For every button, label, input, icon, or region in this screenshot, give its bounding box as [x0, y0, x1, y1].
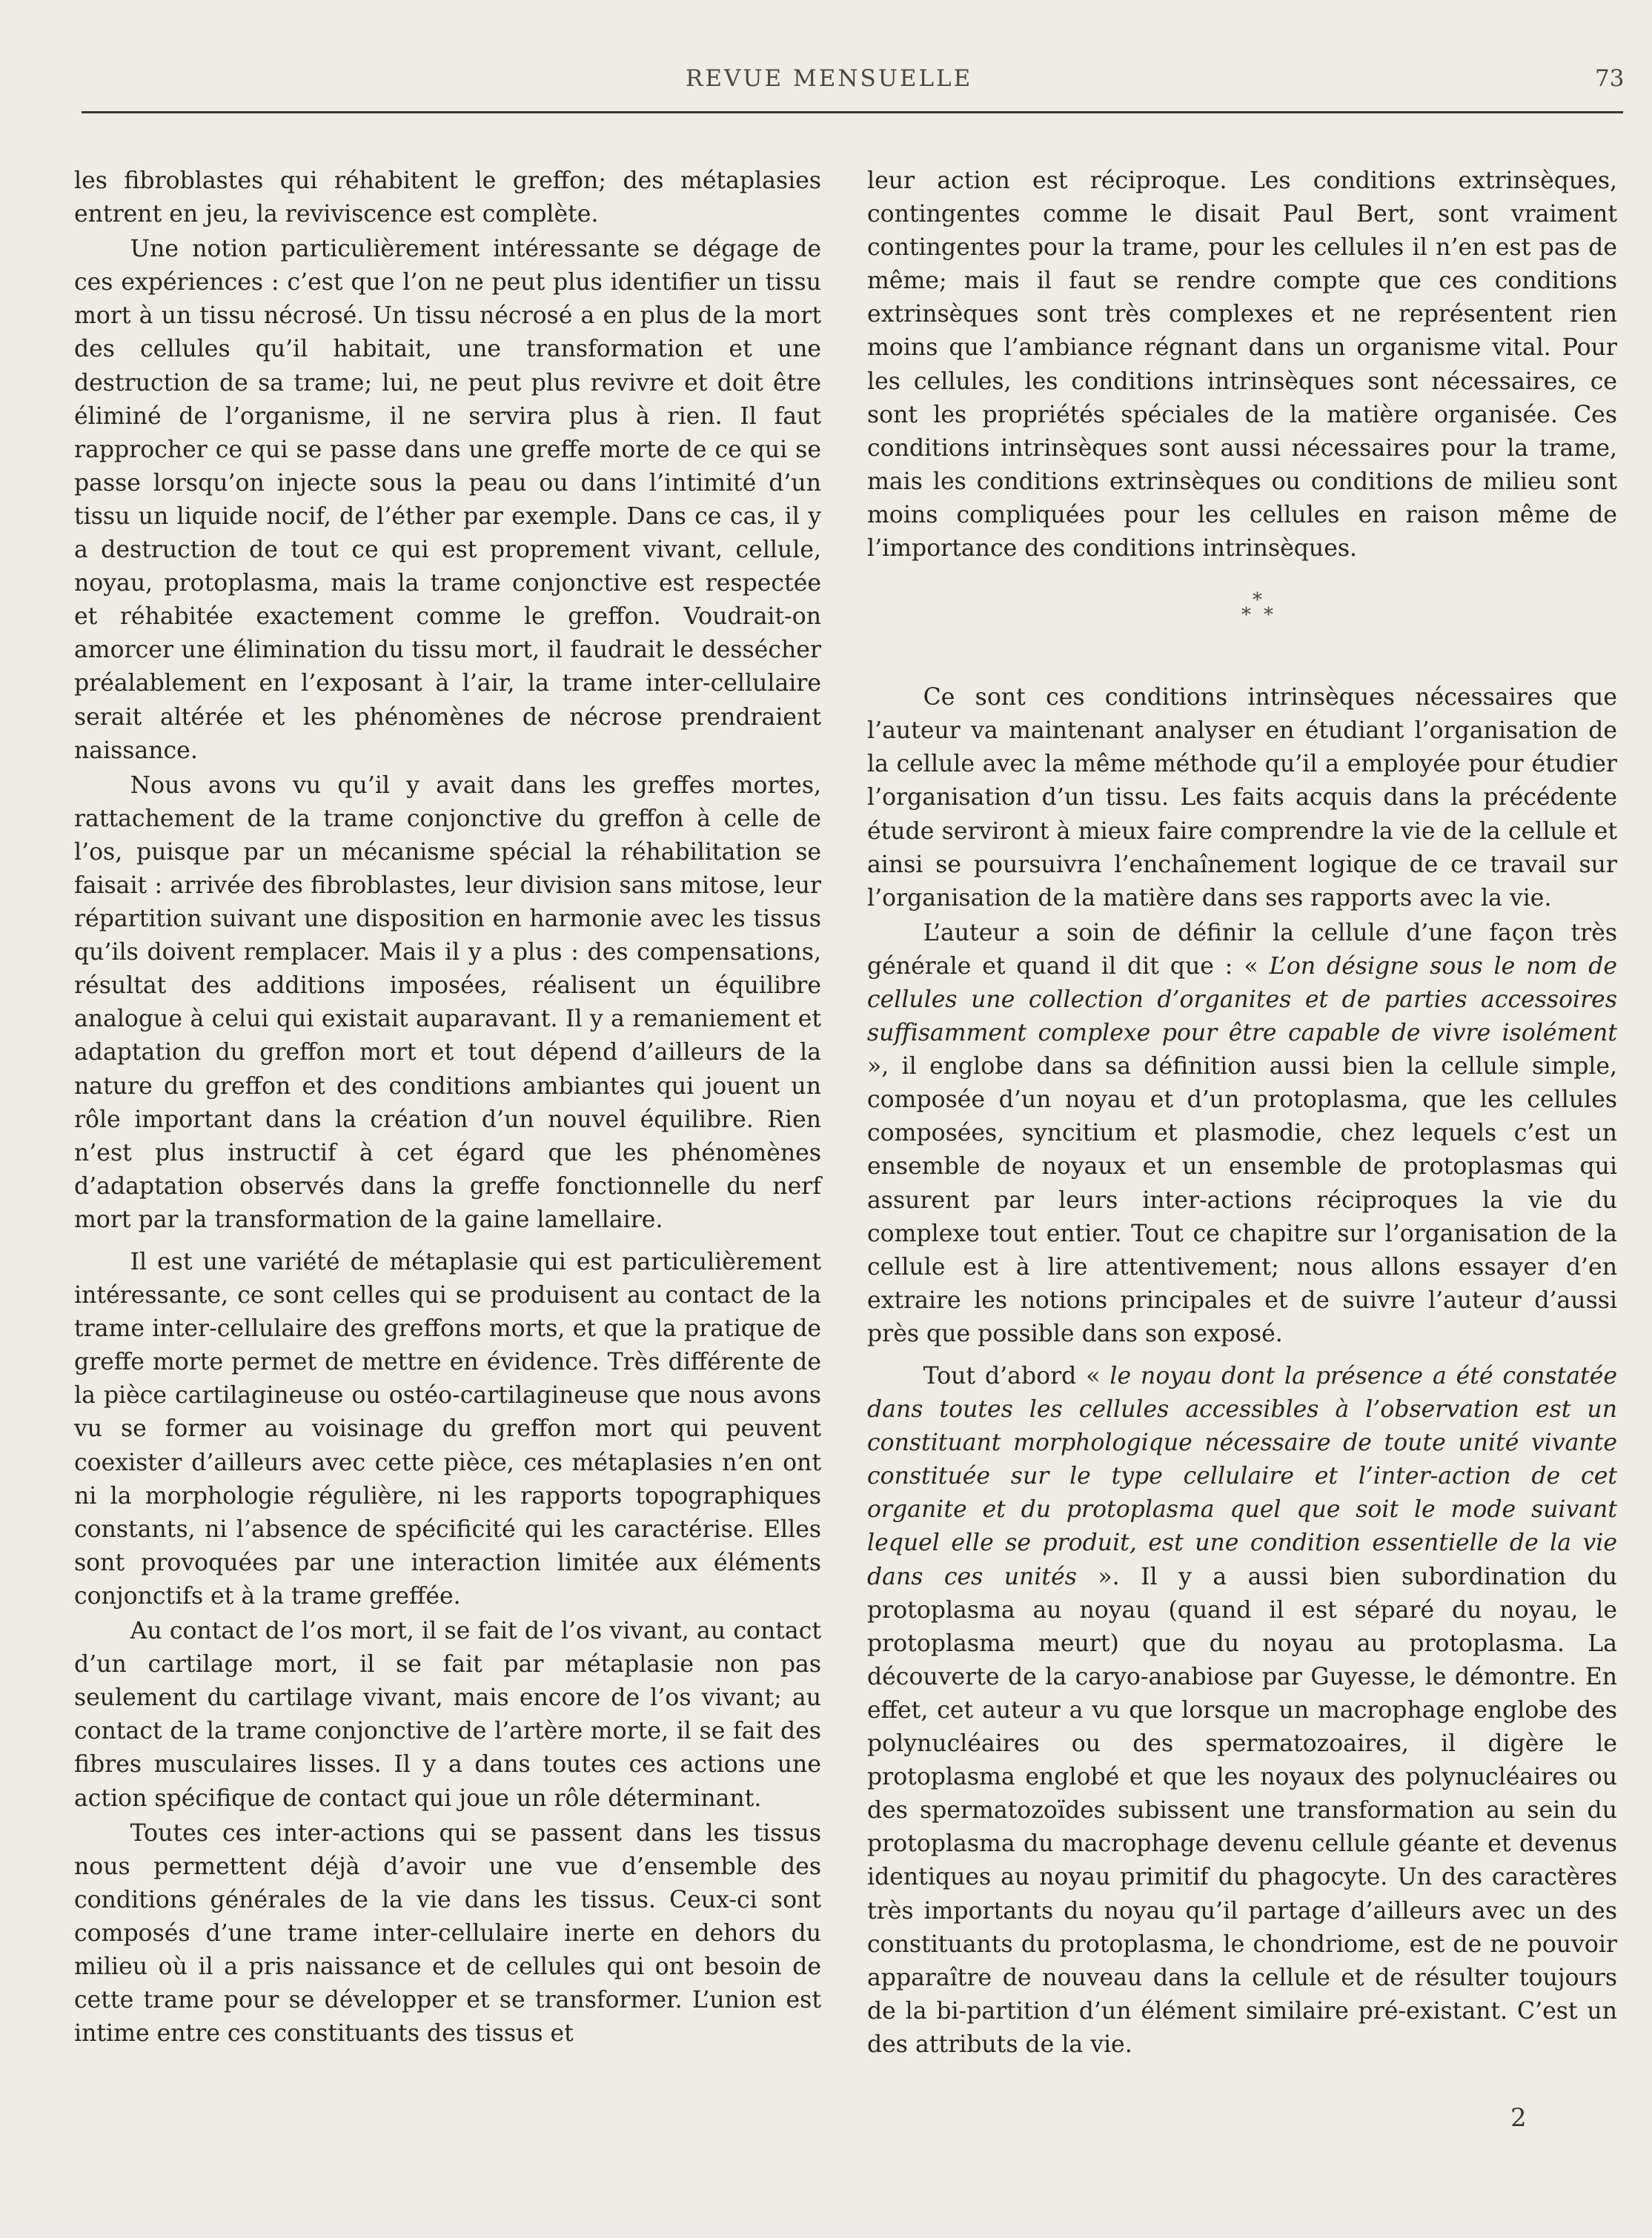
page-number: 73	[1595, 65, 1625, 92]
paragraph-text: », il englobe dans sa définition aussi bien la cellule simple, composée d’un noyau et d’un protoplasma, que les cellules composées, syncitium et plasmodie, chez lequels c’est un ensemble de noyaux et un ensemble de protoplasmas qui assurent par leurs inter-actions réciproques la vie du complexe tout entier. Tout ce chapitre sur l’organisation de la cellule est à lire attentivement; nous allons essayer d’en extraire les notions principales et de suivre l’auteur d’aussi près que possible dans son exposé.	[867, 1053, 1617, 1347]
paragraph-text: ». Il y a aussi bien subordination du protoplasma au noyau (quand il est séparé du noyau, le protoplasma meurt) que du noyau au protoplasma. La découverte de la caryo-anabiose par Guyesse, le démontre. En effet, cet auteur a vu que lorsque un macrophage englobe des polynucléaires ou des spermatozoaires, il digère le protoplasma englobé et que les noyaux des polynucléaires ou des spermatozoïdes subissent une transformation au sein du protoplasma du macrophage devenu cellule géante et devenus identiques au noyau primitif du phagocyte. Un des caractères très importants du noyau qu’il partage d’ailleurs avec un des constituants du protoplasma, le chondriome, est de ne pouvoir apparaître de nouveau dans la cellule et de résulter toujours de la bi-partition d’un élément similaire pré-existant. C’est un des attributs de la vie.	[867, 1563, 1617, 2058]
paragraph-text: L’auteur a soin de définir la cellule d’une façon très générale et quand il dit que : «	[867, 919, 1617, 980]
paragraph: Toutes ces inter-actions qui se passent dans les tissus nous permettent déjà d’avoir une vue d’ensemble des conditions générales de la vie dans les tissus. Ceux-ci sont composés d’une trame inter-cellulaire inerte en dehors du milieu où il a pris naissance et de cellules qui ont besoin de cette trame pour se développer et se transformer. L’union est intime entre ces constituants des tissus et	[74, 1819, 821, 2048]
paragraph: Au contact de l’os mort, il se fait de l’os vivant, au contact d’un cartilage mort, il se fait par métaplasie non pas seulement du cartilage vivant, mais encore de l’os vivant; au contact de la trame conjonctive de l’artère morte, il se fait des fibres musculaires lisses. Il y a dans toutes ces actions une action spécifique de contact qui joue un rôle déterminant.	[74, 1618, 821, 1812]
running-title: REVUE MENSUELLE	[686, 65, 973, 92]
asterism-star: *	[1264, 604, 1273, 627]
running-head	[0, 65, 1652, 101]
paragraph: Une notion particulièrement intéressante se dégage de ces expériences : c’est que l’on ne peut plus identifier un tissu mort à un tissu nécrosé. Un tissu nécrosé a en plus de la mort des cellules qu’il habitait, une transformation et une destruction de sa trame; lui, ne peut plus revivre et doit être éliminé de l’organisme, il ne servira plus à rien. Il faut rapprocher ce qui se passe dans une greffe morte de ce qui se passe lorsqu’on injecte sous la peau ou dans l’intimité d’un tissu un liquide nocif, de l’éther par exemple. Dans ce cas, il y a destruction de tout ce qui est proprement vivant, cellule, noyau, protoplasma, mais la trame conjonctive est respectée et réhabitée exactement comme le greffon. Voudrait-on amorcer une élimination du tissu mort, il faudrait le dessécher préalablement en l’exposant à l’air, la trame inter-cellulaire serait altérée et les phénomènes de nécrose prendraient naissance.	[74, 236, 821, 764]
paragraph	[867, 1360, 1617, 2062]
header-rule	[82, 111, 1623, 113]
paragraph: Nous avons vu qu’il y avait dans les greffes mortes, rattachement de la trame conjonctive du greffon à celle de l’os, puisque par un mécanisme spécial la réhabilitation se faisait : arrivée des fibroblastes, leur division sans mitose, leur répartition suivant une disposition en harmonie avec les tissus qu’ils doivent remplacer. Mais il y a plus : des compensations, résultat des additions imposées, réalisent un équilibre analogue à celui qui existait auparavant. Il y a remaniement et adaptation du greffon mort et tout dépend d’ailleurs de la nature du greffon et des conditions ambiantes qui jouent un rôle important dans la création d’un nouvel équilibre. Rien n’est plus instructif à cet égard que les phénomènes d’adaptation observés dans la greffe fonctionnelle du nerf mort par la transformation de la gaine lamellaire.	[74, 771, 821, 1233]
paragraph-text: Tout d’abord «	[923, 1363, 1110, 1389]
paragraph: les fibroblastes qui réhabitent le greffon; des métaplasies entrent en jeu, la reviviscence est complète.	[74, 167, 821, 228]
paragraph: leur action est réciproque. Les conditions extrinsèques, contingentes comme le disait Paul Bert, sont vraiment contingentes pour la trame, pour les cellules il n’en est pas de même; mais il faut se rendre compte que ces conditions extrinsèques sont très complexes et ne représentent rien moins que l’ambiance régnant dans un organisme vital. Pour les cellules, les conditions intrinsèques sont nécessaires, ce sont les propriétés spéciales de la matière organisée. Ces conditions intrinsèques sont aussi nécessaires pour la trame, mais les conditions extrinsèques ou conditions de milieu sont moins compliquées pour les cellules en raison même de l’importance des conditions intrinsèques.	[867, 167, 1617, 562]
asterism-star: *	[1253, 589, 1262, 612]
right-column	[867, 165, 1617, 2062]
asterism-star: *	[1241, 604, 1251, 627]
left-column	[74, 165, 821, 2051]
paragraph: Ce sont ces conditions intrinsèques nécessaires que l’auteur va maintenant analyser en étudiant l’organisation de la cellule avec la même méthode qu’il a employée pour étudier l’organisation d’un tissu. Les faits acquis dans la précédente étude serviront à mieux faire comprendre la vie de la cellule et ainsi se poursuivra l’enchaînement logique de ce travail sur l’organisation de la matière dans ses rapports avec la vie.	[867, 684, 1617, 912]
printer-signature: 2	[1510, 2103, 1527, 2133]
quotation: L’on désigne sous le nom de cellules une collection d’organites et de parties accessoires suffisamment complexe pour être capable de vivre isolément	[867, 952, 1617, 1047]
paragraph	[867, 917, 1617, 1351]
quotation: le noyau dont la présence a été constatée dans toutes les cellules accessibles à l’observation est un constituant morphologique nécessaire de toute unité vivante constituée sur le type cellulaire et l’inter-action de cet organite et du protoplasma quel que soit le mode suivant lequel elle se produit, est une condition essentielle de la vie dans ces unités	[867, 1363, 1617, 1590]
section-asterism	[867, 570, 1617, 681]
paragraph: Il est une variété de métaplasie qui est particulièrement intéressante, ce sont celles qui se produisent au contact de la trame inter-cellulaire des greffons morts, et que la pratique de greffe morte permet de mettre en évidence. Très différente de la pièce cartilagineuse ou ostéo-cartilagineuse que nous avons vu se former au voisinage du greffon mort qui peuvent coexister d’ailleurs avec cette pièce, ces métaplasies n’en ont ni la morphologie régulière, ni les rapports topographiques constants, ni l’absence de spécificité qui les caractérise. Elles sont provoquées par une interaction limitée aux éléments conjonctifs et à la trame greffée.	[74, 1249, 821, 1610]
